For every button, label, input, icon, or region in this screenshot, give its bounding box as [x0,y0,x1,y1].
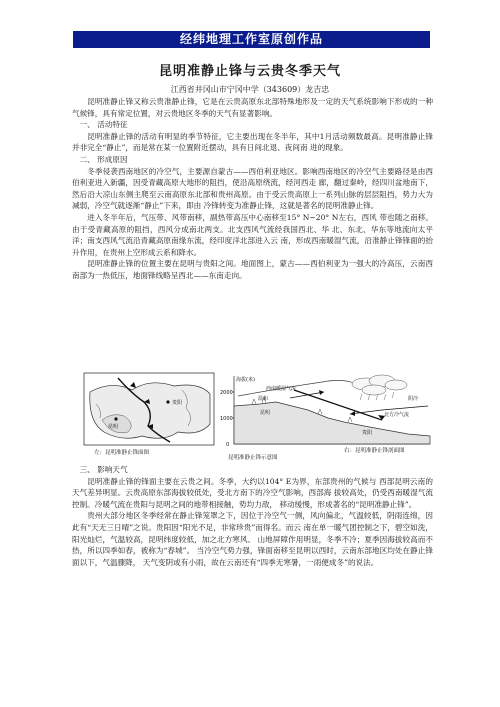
section-1-paragraph: 昆明准静止锋的活动有明显的季节特征，它主要出现在冬半年，其中1月活动频数最高。昆明准静止锋并非完全“静止”，而是常在某一位置附近摆动，具有日间北退、夜间南 进的现象。 [72,131,433,153]
section-2-paragraph-2: 进入冬半年后，气压带、风带南移，副热带高压中心南移至15° N~20° N左右，西风 带也随之南移。由于受青藏高原的阻挡，西风分成南北两支。北支西风气流经我国西北、华 北、东北、华东等地流向太平洋；南支西风气流沿青藏高原南缘东流，经印度洋北部进入云 南，形成西南暖湿气流，沿准静止锋锋面的抬升作用，在贵州上空形成云系和降水。 [72,212,433,257]
section-3-heading: 三、 影响天气 [79,465,128,474]
section-2-paragraph-3: 昆明准静止锋的位置主要在昆明与贵阳之间。地面图上，蒙古——西伯利亚为一强大的冷高压，云南西南部为一热低压，地面锋线略呈西北——东南走向。 [72,259,433,280]
section-2-heading: 二、 形成原因 [79,154,128,164]
profile-tick-1000: 1000 [220,416,233,422]
body-bottom [72,464,433,568]
profile-label-warm-flow: 西南暖湿气流 [266,386,297,392]
map-label-kunming: 昆明 [108,424,119,430]
section-3-paragraph-2: 贵州大部分地区冬季经常在静止锋笼罩之下，因位于冷空气一侧，风向偏北，气温较低，阴雨连绵，因此有“天无三日晴”之说。贵阳因“阳光不足，非常珍贵”而得名。而云 南在单一暖气团控制之下，碧空如洗，阳光灿烂，气温较高，昆明纬度较低，加之北方寒风、 山地屏障作用明显，冬季不冷；夏季因海拔较高而不热，所以四季如春，被称为“春城”。 当冷空气势力强，锋面南移至昆明以西时，云南东部地区均处在静止锋面以下，气温骤降， 天气变阴或有小雨，故在云南还有“四季无寒暑，一雨便成冬”的说法。 [72,511,433,567]
front-figure [82,372,432,460]
right-caption: 右：昆明准静止锋剖面图 [344,448,405,454]
front-figure-svg [82,372,432,460]
profile-label-mild: 温和 [258,396,269,402]
front-map [84,373,214,445]
body-top [72,96,433,282]
section-2-paragraph-1: 冬季侵袭西南地区的冷空气，主要源自蒙古——西伯利亚地区。影响西南地区的冷空气主要路径是由西伯利亚进入新疆，因受青藏高原大地形的阻挡，使沿高原绕流，经河西走 廊，翻过秦岭，经四川盆地南下，然后沿大凉山东侧主爬至云南高原东北部和贵州高原。由于受云贵高原上一系列山脉的层层阻挡，势力大为减弱，冷空气就逐渐“静止”下来，即由 冷锋转变为准静止锋，这就是著名的昆明准静止锋。 [72,166,433,211]
section-3-paragraph-1: 昆明准静止锋的锋面主要在云贵之间。冬季，大约以104° E为界，东部贵州的气候与 西部昆明云南的天气差异明显。云贵高原东部海拔较低处，受北方南下的冷空气影响，西部海 拔较高处，仍受西南暖湿气流控制。冷暖气流在贵阳与昆明之间的地带相接触，势均力敌， 移动缓慢，形成著名的“昆明准静止锋”。 [72,476,433,509]
profile-tick-0: 0 [226,442,230,448]
profile-label-guiyang: 贵阳 [362,430,373,436]
author-line: 江西省井冈山市宁冈中学（343609）龙吉忠 [170,85,330,94]
profile-tick-2000: 2000 [220,390,233,396]
banner: 经纬地理工作室原创作品 [73,31,430,48]
intro-paragraph: 昆明准静止锋又称云贵准静止锋，它是在云贵高原东北部特殊地形及一定的天气系统影响下形成的一种气候锋，具有常定位置，对云贵地区冬季的天气有显著影响。 [72,97,433,118]
profile-label-cold: 阴冷 [408,396,419,402]
profile-label-kunming: 昆明 [260,410,271,416]
section-1-heading: 一、 活动特征 [79,120,128,130]
profile-axis-label: 海拔(米) [236,377,255,383]
map-label-guiyang: 贵阳 [172,400,183,406]
profile-label-cold-flow: 北方冷气流 [384,412,410,418]
left-caption: 左：昆明准静止锋面图 [94,450,150,456]
page-title: 昆明准静止锋与云贵冬季天气 [158,64,341,79]
figure-caption: 昆明准静止锋示意图 [228,455,278,460]
